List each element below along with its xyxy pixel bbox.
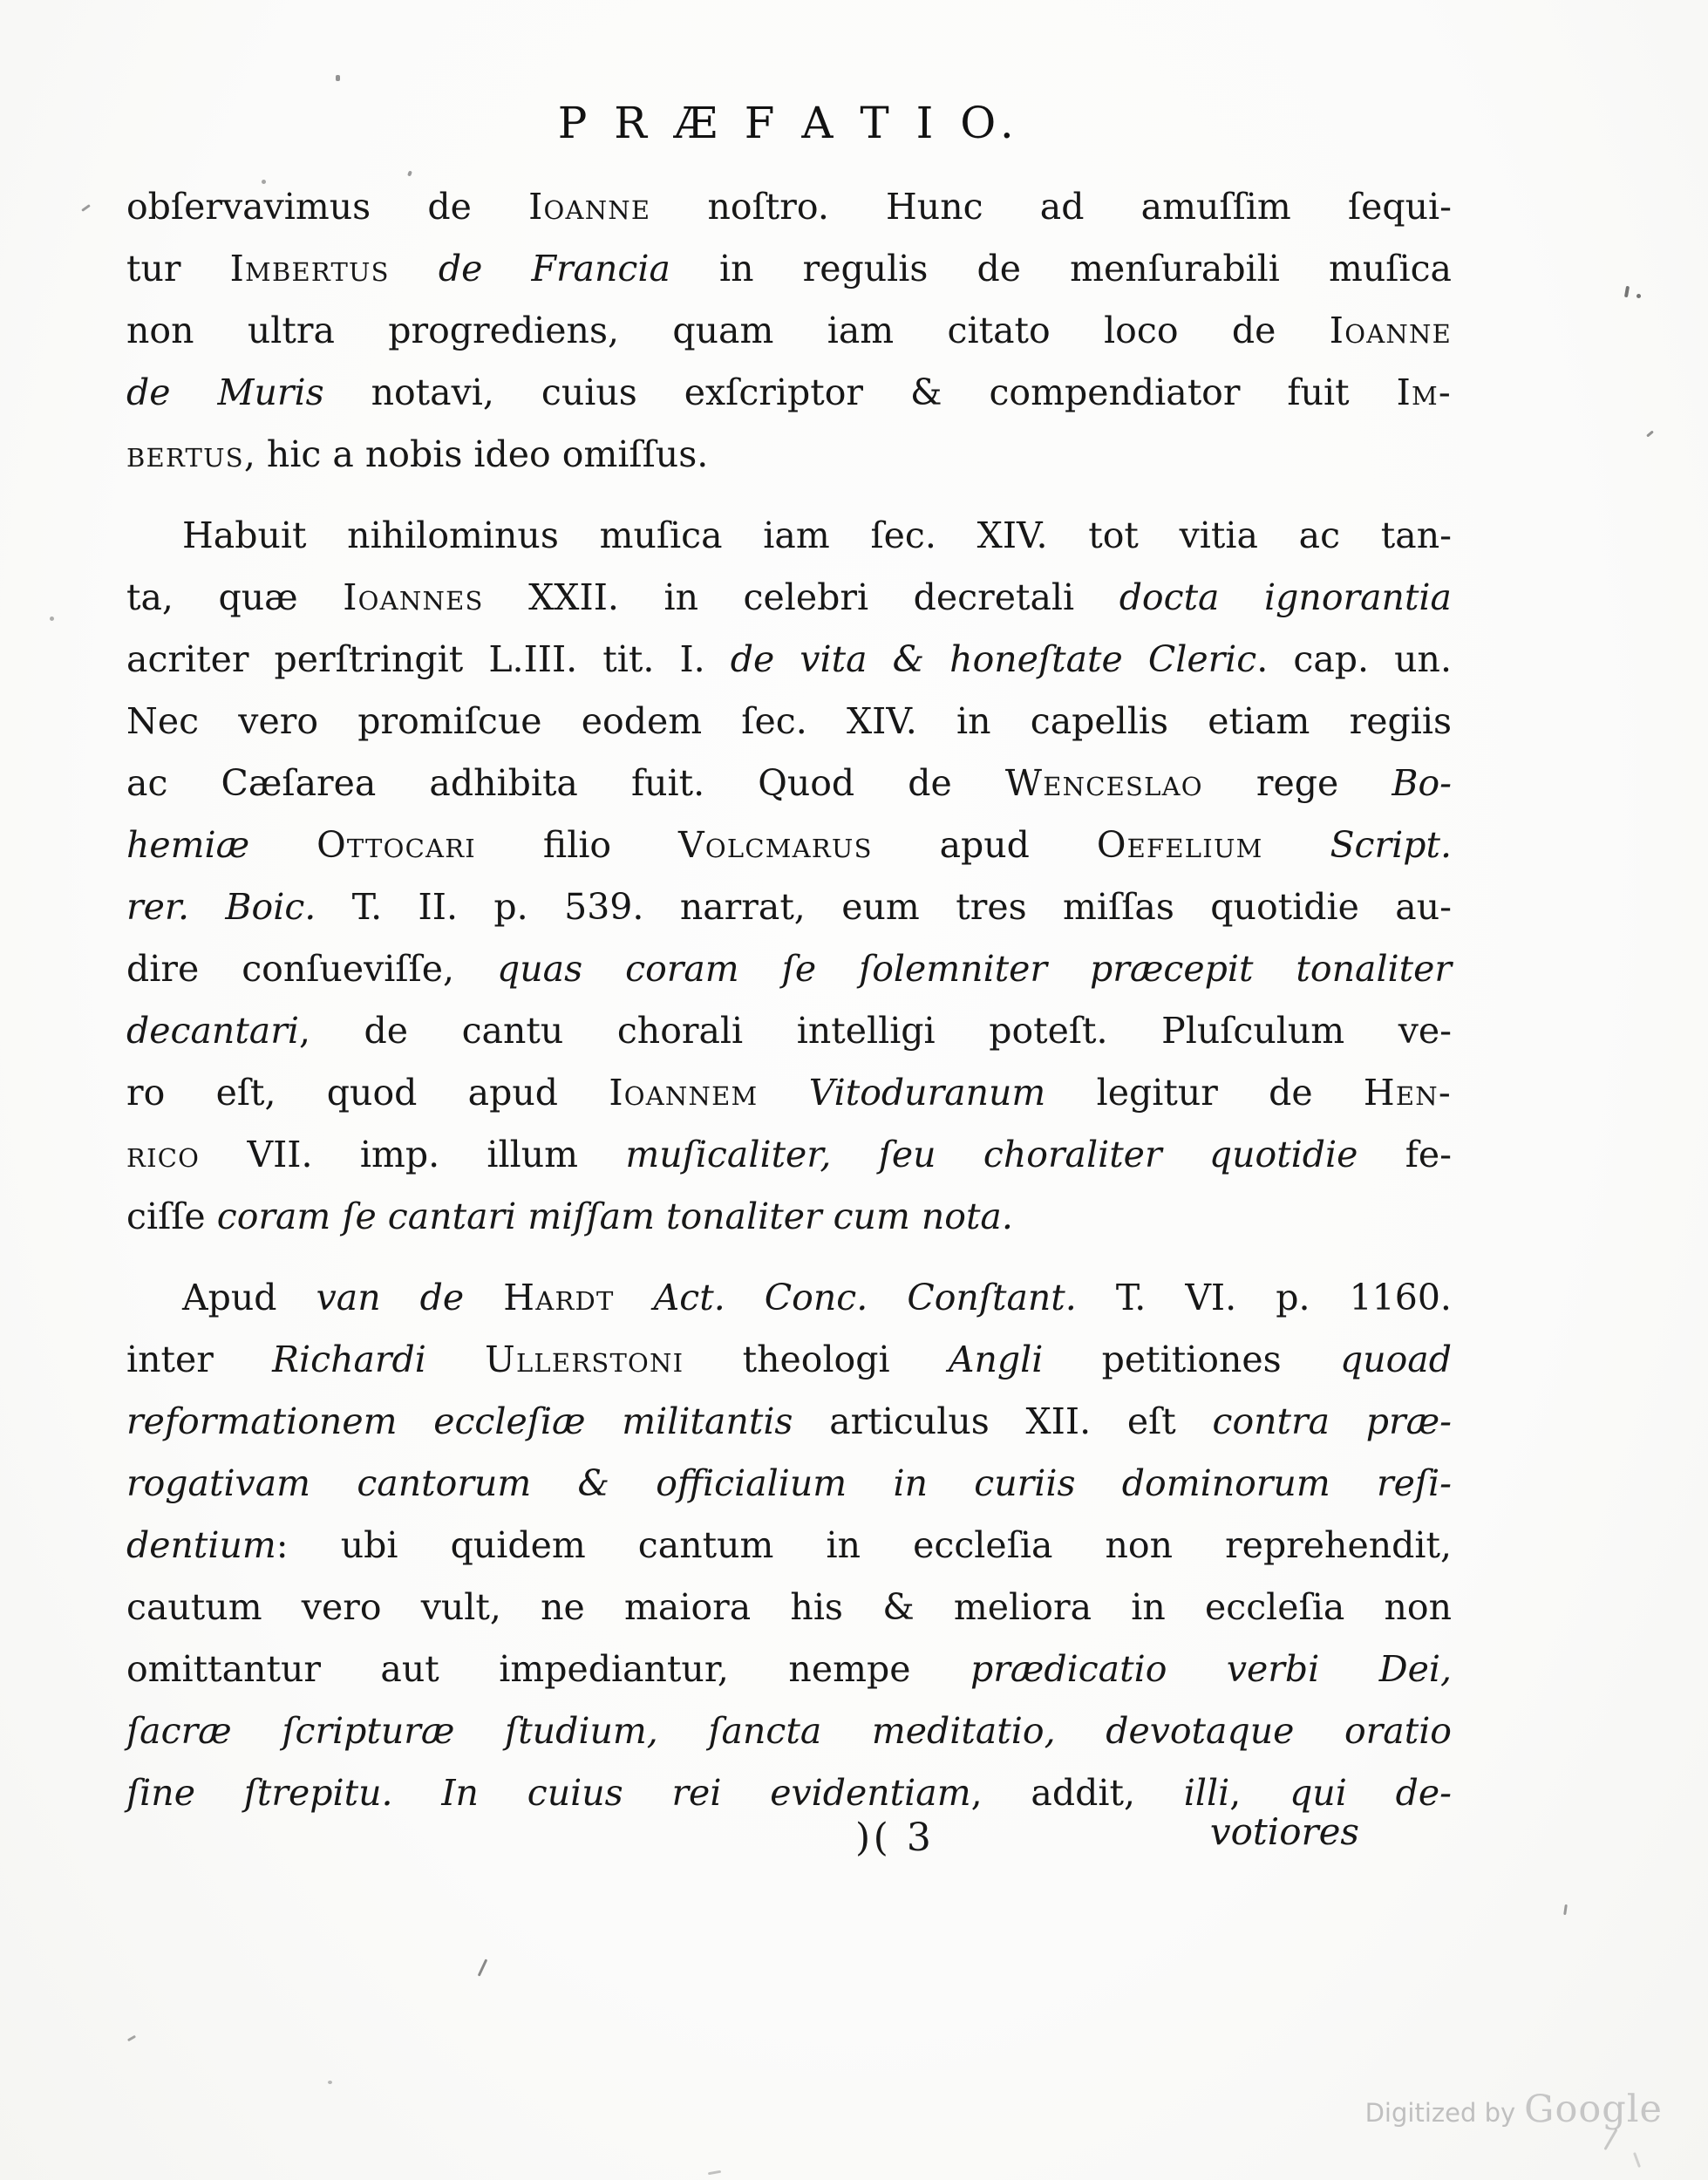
digitized-by-google-watermark: [1365, 2088, 1663, 2131]
italic-text: ſacræ ſcripturæ ſtudium, ſancta meditatio, devotaque oratio: [126, 1710, 1452, 1752]
roman-text: notavi, cuius exſcriptor & compendiator fuit: [323, 371, 1397, 413]
roman-text: ro eſt, quod apud: [126, 1072, 609, 1114]
roman-text: , hic a nobis ideo omiſſus.: [243, 433, 709, 475]
italic-text: Bo-: [1392, 762, 1452, 804]
italic-text: rogativam cantorum & officialium in curiis dominorum reſi-: [126, 1462, 1452, 1504]
roman-text: XXII. in celebri decretali: [483, 576, 1119, 618]
scan-speck: [262, 180, 266, 184]
italic-text: de Francia: [438, 248, 670, 290]
small-caps-name: Oefelium: [1096, 824, 1263, 866]
scan-speck: [81, 204, 91, 212]
scan-speck: [50, 617, 54, 621]
paragraph: [126, 505, 1452, 1248]
scan-speck: [1624, 286, 1630, 297]
roman-text: acriter perſtringit L.III. tit. I.: [126, 638, 731, 680]
roman-text: VII. imp. illum: [200, 1134, 626, 1175]
italic-text: de vita & honeſtate Cleric: [730, 638, 1257, 680]
small-caps-name: Hen-: [1363, 1072, 1452, 1114]
roman-text: dire conſueviſſe,: [126, 948, 497, 990]
italic-text: Vitoduranum: [808, 1072, 1046, 1114]
italic-text: rer. Boic.: [126, 886, 316, 928]
roman-text: legitur de: [1045, 1072, 1364, 1114]
italic-text: reformationem eccleſiæ militantis: [126, 1400, 793, 1442]
roman-text: articulus XII. eſt: [793, 1400, 1213, 1442]
text-line: [126, 567, 1452, 629]
text-line: [126, 1186, 1452, 1248]
roman-text: rege: [1202, 762, 1392, 804]
text-line: [126, 876, 1452, 938]
roman-text: [615, 1277, 654, 1318]
small-caps-name: Ioannes: [343, 576, 484, 618]
roman-text: [390, 248, 439, 290]
small-caps-name: Ioannem: [609, 1072, 759, 1114]
roman-text: petitiones: [1043, 1339, 1340, 1380]
italic-text: hemiæ: [126, 824, 317, 866]
text-line: [126, 300, 1452, 362]
text-line: [126, 1000, 1452, 1062]
small-caps-name: Ottocari: [316, 824, 476, 866]
text-line: [126, 1700, 1452, 1762]
roman-text: cautum vero vult, ne maiora his & meliora in eccleſia non: [126, 1586, 1452, 1628]
text-line: [126, 691, 1452, 753]
italic-text: ſine ſtrepitu. In cuius rei evidentiam: [126, 1772, 971, 1814]
paragraph: [126, 176, 1452, 486]
catchword: votiores: [1209, 1810, 1359, 1853]
roman-text: ciſſe: [126, 1196, 217, 1237]
text-block: [126, 176, 1452, 1843]
italic-text: qui de-: [1290, 1772, 1452, 1814]
italic-text: contra præ-: [1212, 1400, 1453, 1442]
roman-text: tur: [126, 248, 230, 290]
text-line: [126, 1638, 1452, 1700]
italic-text: dentium: [126, 1524, 276, 1566]
roman-text: omittantur aut impediantur, nempe: [126, 1648, 970, 1690]
text-line: [126, 938, 1452, 1000]
small-caps-name: Volcmarus: [678, 824, 873, 866]
scan-speck: [336, 75, 340, 81]
text-line: [126, 1577, 1452, 1638]
small-caps-name: Ullerstoni: [485, 1339, 684, 1380]
roman-text: : ubi quidem cantum in eccleſia non reprehendit,: [276, 1524, 1452, 1566]
small-caps-name: rico: [126, 1134, 201, 1175]
italic-text: de Muris: [126, 371, 324, 413]
italic-text: Script.: [1330, 824, 1452, 866]
text-line: [126, 238, 1452, 300]
text-line: [126, 1515, 1452, 1577]
gathering-signature: )( 3: [855, 1816, 935, 1860]
roman-text: T. II. p. 539. narrat, eum tres miſſas quotidie au-: [316, 886, 1452, 928]
text-line: [126, 629, 1452, 691]
scan-speck: [1633, 2152, 1641, 2168]
roman-text: [464, 1277, 503, 1318]
scan-speck: [478, 1959, 488, 1976]
text-line: [126, 362, 1452, 424]
roman-text: ,: [1229, 1772, 1290, 1814]
text-line: [126, 753, 1452, 814]
roman-text: [758, 1072, 808, 1114]
roman-text: in regulis de menſurabili muſica: [670, 248, 1452, 290]
text-line: [126, 505, 1452, 567]
small-caps-name: Hardt: [503, 1277, 615, 1318]
roman-text: obſervavimus de: [126, 186, 529, 228]
scan-speck: [1563, 1904, 1568, 1915]
italic-text: quas coram ſe ſolemniter præcepit tonaliter: [497, 948, 1453, 990]
roman-text: T. VI. p. 1160.: [1076, 1277, 1452, 1318]
scan-speck: [127, 2035, 136, 2042]
scan-speck: [1603, 2129, 1617, 2150]
roman-text: [426, 1339, 485, 1380]
roman-text: , de cantu chorali intelligi poteſt. Pluſculum ve-: [298, 1010, 1452, 1052]
small-caps-name: Imbertus: [229, 248, 390, 290]
roman-text: [1263, 824, 1330, 866]
signature-row: [126, 1810, 1452, 1885]
text-line: [126, 424, 1452, 486]
italic-text: coram ſe cantari miſſam tonaliter cum nota.: [216, 1196, 1013, 1237]
roman-text: fe-: [1358, 1134, 1453, 1175]
google-logo: Google: [1524, 2088, 1663, 2131]
roman-text: filio: [475, 824, 678, 866]
italic-text: Angli: [948, 1339, 1044, 1380]
italic-text: Act. Conc. Conſtant.: [653, 1277, 1077, 1318]
text-line: [126, 1391, 1452, 1453]
roman-text: noſtro. Hunc ad amuſſim ſequi-: [650, 186, 1453, 228]
digitized-by-label: Digitized by: [1364, 2098, 1516, 2128]
roman-text: . cap. un.: [1256, 638, 1452, 680]
italic-text: prædicatio verbi Dei,: [970, 1648, 1452, 1690]
paragraph: [126, 1267, 1452, 1824]
roman-text: ac Cæſarea adhibita fuit. Quod de: [126, 762, 1005, 804]
small-caps-name: bertus: [126, 433, 244, 475]
roman-text: , addit,: [970, 1772, 1184, 1814]
roman-text: Apud: [182, 1277, 316, 1318]
text-line: [126, 1453, 1452, 1515]
scan-speck: [1637, 294, 1641, 298]
italic-text: quoad: [1339, 1339, 1452, 1380]
small-caps-name: Wenceslao: [1004, 762, 1203, 804]
roman-text: apud: [872, 824, 1097, 866]
text-line: [126, 814, 1452, 876]
italic-text: muſicaliter, ſeu choraliter quotidie: [625, 1134, 1358, 1175]
roman-text: theologi: [684, 1339, 949, 1380]
small-caps-name: Ioanne: [528, 186, 651, 228]
roman-text: ta, quæ: [126, 576, 344, 618]
roman-text: inter: [126, 1339, 273, 1380]
italic-text: docta ignorantia: [1119, 576, 1452, 618]
scan-speck: [708, 2170, 721, 2176]
roman-text: Nec vero promiſcue eodem ſec. XIV. in capellis etiam regiis: [126, 700, 1452, 742]
italic-text: decantari: [126, 1010, 299, 1052]
text-line: [126, 1329, 1452, 1391]
roman-text: non ultra progrediens, quam iam citato loco de: [126, 310, 1330, 351]
text-line: [126, 1124, 1452, 1186]
text-line: [126, 1267, 1452, 1329]
small-caps-name: Ioanne: [1329, 310, 1452, 351]
small-caps-name: Im-: [1396, 371, 1452, 413]
page-title: P R Æ F A T I O.: [557, 98, 1021, 148]
italic-text: Richardi: [272, 1339, 426, 1380]
italic-text: illi: [1183, 1772, 1230, 1814]
text-line: [126, 176, 1452, 238]
italic-text: van de: [316, 1277, 465, 1318]
roman-text: Habuit nihilominus muſica iam ſec. XIV. tot vitia ac tan-: [182, 514, 1452, 556]
text-line: [126, 1062, 1452, 1124]
scan-speck: [328, 2081, 332, 2084]
scan-speck: [1646, 430, 1654, 437]
